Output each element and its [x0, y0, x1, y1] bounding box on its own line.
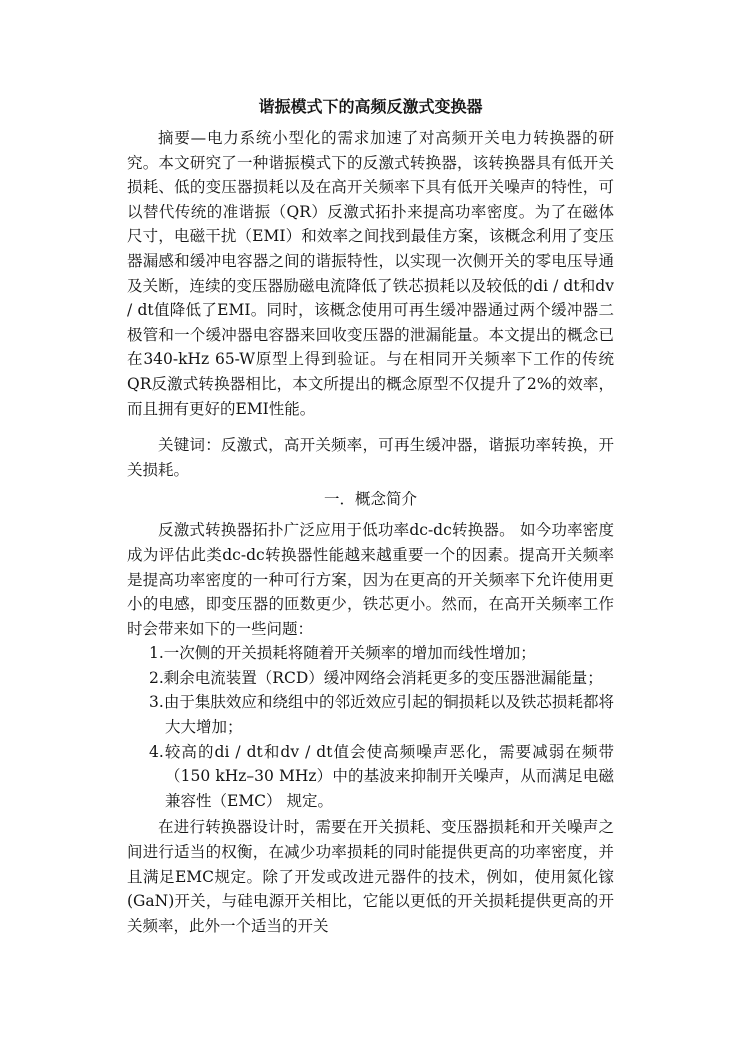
list-item: 3.由于集肤效应和绕组中的邻近效应引起的铜损耗以及铁芯损耗都将大大增加； — [149, 693, 614, 737]
list-item: 4.较高的di / dt和dv / dt值会使高频噪声恶化，需要减弱在频带（150 kHz–30 MHz）中的基波来抑制开关噪声，从而满足电磁兼容性（EMC） 规定。 — [149, 742, 614, 810]
section-heading: 一．概念简介 — [323, 490, 417, 509]
continuation-paragraph: 在进行转换器设计时，需要在开关损耗、变压器损耗和开关噪声之间进行适当的权衡，在减少功率损耗的同时能提供更高的功率密度，并且满足EMC规定。除了开发或改进元器件的技术，例如，使用氮化镓(GaN)开关，与硅电源开关相比，它能以更低的开关损耗提供更高的开关频率，此外一个适当的开关 — [127, 818, 614, 935]
list-item: 2.剩余电流装置（RCD）缓冲网络会消耗更多的变压器泄漏能量； — [149, 668, 603, 687]
document-title: 谐振模式下的高频反激式变换器 — [258, 97, 483, 116]
document-page — [127, 94, 614, 938]
intro-paragraph: 反激式转换器拓扑广泛应用于低功率dc-dc转换器。 如今功率密度成为评估此类dc-dc转换器性能越来越重要一个的因素。提高开关频率是提高功率密度的一种可行方案，因为在更高的开关频率下允许使用更小的电感，即变压器的匝数更少，铁芯更小。然而，在高开关频率工作时会带来如下的一些问题： — [127, 521, 614, 638]
abstract-paragraph: 摘要—电力系统小型化的需求加速了对高频开关电力转换器的研究。本文研究了一种谐振模式下的反激式转换器，该转换器具有低开关损耗、低的变压器损耗以及在高开关频率下具有低开关噪声的特性，可以替代传统的准谐振（QR）反激式拓扑来提高功率密度。为了在磁体尺寸，电磁干扰（EMI）和效率之间找到最佳方案，该概念利用了变压器漏感和缓冲电容器之间的谐振特性，以实现一次侧开关的零电压导通及关断，连续的变压器励磁电流降低了铁芯损耗以及较低的di / dt和dv / dt值降低了EMI。同时，该概念使用可再生缓冲器通过两个缓冲器二极管和一个缓冲器电容器来回收变压器的泄漏能量。本文提出的概念已在340-kHz 65-W原型上得到验证。与在相同开关频率下工作的传统QR反激式转换器相比，本文所提出的概念原型不仅提升了2%的效率，而且拥有更好的EMI性能。 — [127, 129, 614, 418]
list-item: 1.一次侧的开关损耗将随着开关频率的增加而线性增加； — [149, 644, 536, 663]
problem-list — [127, 641, 614, 813]
keywords-paragraph: 关键词：反激式，高开关频率，可再生缓冲器，谐振功率转换，开关损耗。 — [127, 436, 614, 479]
